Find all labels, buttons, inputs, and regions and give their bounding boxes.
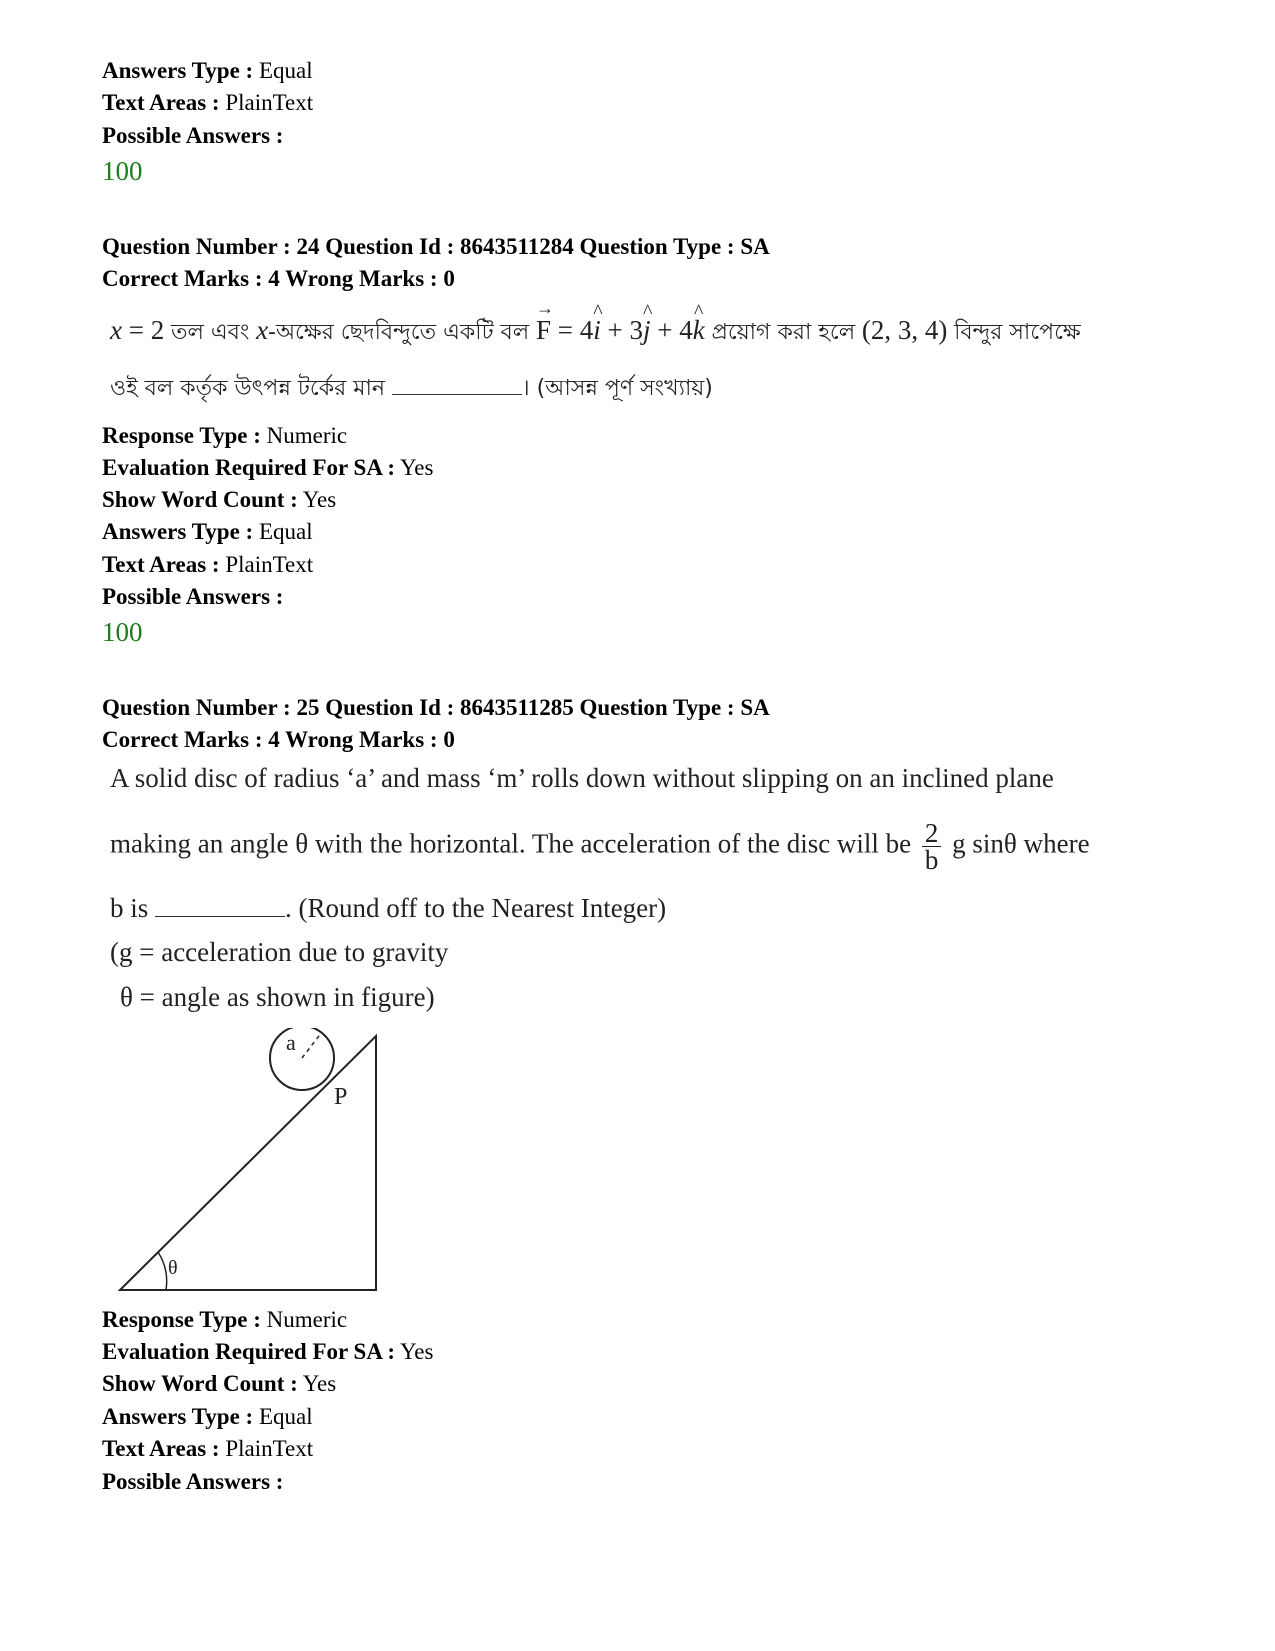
q24-text-line1 (110, 312, 1200, 351)
point-coordinates: (2, 3, 4) (861, 315, 948, 345)
q24-response-type (102, 419, 347, 453)
top-answers-type (102, 54, 313, 88)
text: g sinθ (952, 828, 1017, 859)
value: PlainText (225, 552, 314, 577)
disc-circle (270, 1028, 334, 1090)
top-possible-answer-value: 100 (102, 156, 143, 186)
answer-blank (392, 372, 522, 395)
q24-possible-answers (102, 580, 283, 614)
var-x: x (110, 315, 122, 345)
var-x: x (256, 315, 269, 345)
q25-answers-type (102, 1400, 313, 1434)
q25-text-line2 (110, 820, 1200, 873)
top-possible-answers (102, 119, 283, 153)
numerator: 2 (922, 820, 942, 847)
label: Answers Type : (102, 58, 254, 83)
denominator: b (924, 845, 939, 875)
label: Response Type : (102, 1307, 261, 1332)
value: Numeric (266, 1307, 348, 1332)
k-hat: ^ k (693, 312, 705, 348)
text: . (Round off to the Nearest Integer) (285, 893, 667, 923)
q24-text-line2 (110, 368, 1200, 407)
label: Possible Answers : (102, 1469, 284, 1494)
q25-header: Question Number : 25 Question Id : 8643511285 Question Type : SA (102, 695, 770, 720)
i-hat: ^ i (593, 312, 601, 348)
value: Yes (302, 1371, 337, 1396)
text: where (1023, 828, 1090, 859)
q25-text-line5: θ = angle as shown in figure) (120, 982, 435, 1012)
q25-marks: Correct Marks : 4 Wrong Marks : 0 (102, 727, 455, 752)
point-label: P (334, 1084, 348, 1110)
label: Show Word Count : (102, 487, 298, 512)
q24-evaluation-required (102, 451, 433, 485)
q24-marks: Correct Marks : 4 Wrong Marks : 0 (102, 266, 455, 291)
value: Equal (258, 58, 313, 83)
equals-2: = 2 (128, 315, 165, 345)
label: Show Word Count : (102, 1371, 298, 1396)
label: Response Type : (102, 423, 261, 448)
text: making an angle θ with the horizontal. The acceleration of the disc will be (110, 828, 912, 859)
coef: + 4 (657, 315, 693, 345)
inclined-plane-figure (110, 1028, 400, 1296)
force-vector: → F (536, 312, 551, 348)
q25-response-type (102, 1303, 347, 1337)
label: Answers Type : (102, 1404, 254, 1429)
top-text-areas (102, 86, 313, 120)
label: Answers Type : (102, 519, 254, 544)
radius-label: a (286, 1030, 296, 1055)
label: Text Areas : (102, 552, 220, 577)
q25-text-areas (102, 1432, 313, 1466)
q25-text-line4: (g = acceleration due to gravity (110, 937, 449, 967)
bn-text: -অক্ষের ছেদবিন্দুতে একটি বল (268, 320, 530, 345)
fraction-2-over-b (922, 820, 942, 873)
q24-text-areas (102, 548, 313, 582)
bn-text: ওই বল কর্তৃক উৎপন্ন টর্কের মান (110, 376, 385, 401)
label: Evaluation Required For SA : (102, 1339, 396, 1364)
label: Text Areas : (102, 1436, 220, 1461)
value: PlainText (225, 1436, 314, 1461)
q25-evaluation-required (102, 1335, 433, 1369)
q24-answers-type (102, 515, 313, 549)
q25-possible-answers (102, 1465, 283, 1499)
q25-text-line3 (110, 890, 1200, 926)
q24-header: Question Number : 24 Question Id : 8643511284 Question Type : SA (102, 234, 770, 259)
text: b is (110, 893, 149, 923)
coef: = 4 (557, 315, 594, 345)
bn-text: প্রয়োগ করা হলে (711, 320, 856, 345)
value: Numeric (266, 423, 348, 448)
angle-arc (158, 1252, 167, 1290)
j-hat: ^ j (643, 312, 651, 348)
label: Possible Answers : (102, 123, 284, 148)
label: Evaluation Required For SA : (102, 455, 396, 480)
bn-text: । (আসন্ন পূর্ণ সংখ্যায়) (521, 376, 713, 401)
q25-show-word-count (102, 1367, 336, 1401)
radius-line (302, 1032, 322, 1058)
value: PlainText (225, 90, 314, 115)
bn-text: তল এবং (170, 320, 250, 345)
q24-possible-answer-value: 100 (102, 617, 143, 647)
answer-blank (155, 894, 285, 917)
angle-label: θ (168, 1257, 178, 1279)
bn-text: বিন্দুর সাপেক্ষে (954, 320, 1081, 345)
value: Equal (258, 519, 313, 544)
q24-show-word-count (102, 483, 336, 517)
label: Possible Answers : (102, 584, 284, 609)
q25-text-line1: A solid disc of radius ‘a’ and mass ‘m’ rolls down without slipping on an inclined plane (110, 763, 1054, 793)
value: Yes (400, 1339, 434, 1364)
value: Yes (302, 487, 337, 512)
coef: + 3 (607, 315, 643, 345)
label: Text Areas : (102, 90, 220, 115)
value: Equal (258, 1404, 313, 1429)
value: Yes (400, 455, 434, 480)
